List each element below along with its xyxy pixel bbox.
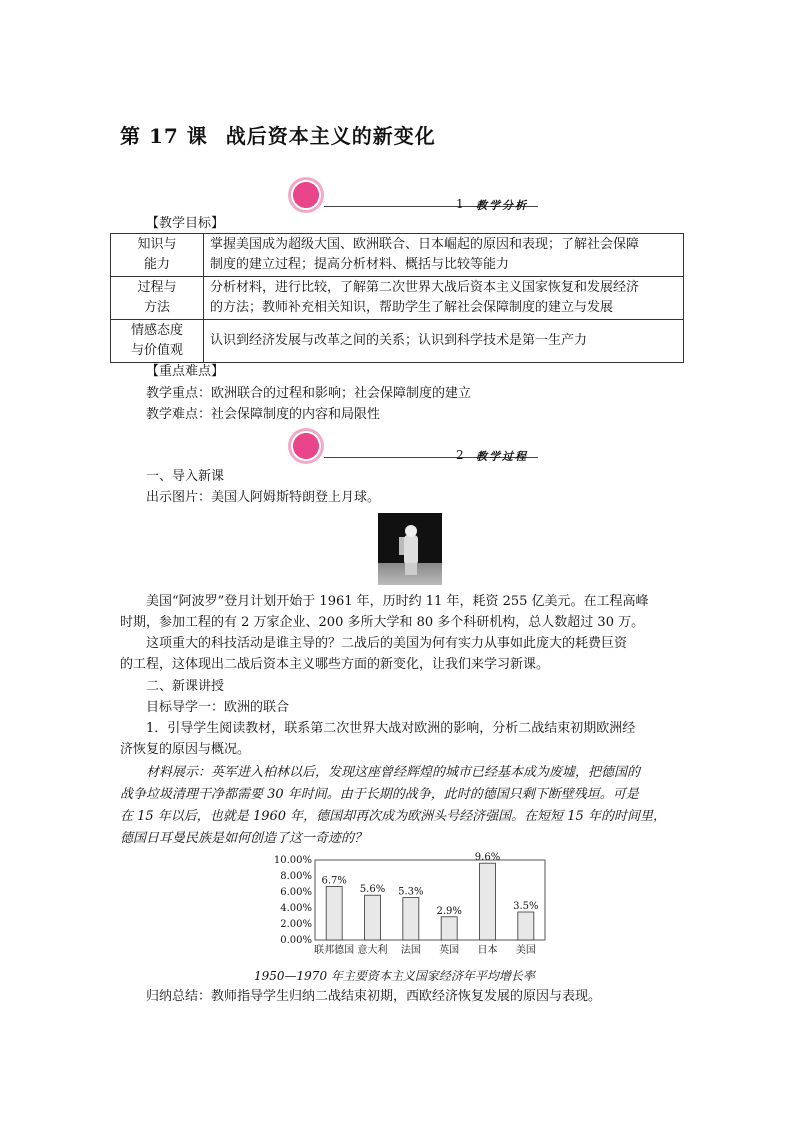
key-heading: 【重点难点】 (146, 364, 225, 379)
target-heading: 目标导学一：欧洲的联合 (146, 700, 290, 715)
table-row (111, 277, 684, 320)
goals-heading: 【教学目标】 (146, 216, 225, 231)
goal-category: 过程与 方法 (111, 277, 204, 320)
intro-show: 出示图片：美国人阿姆斯特朗登上月球。 (146, 490, 381, 505)
table-row (111, 234, 684, 277)
y-tick-label: 4.00% (280, 903, 312, 914)
data-label: 2.9% (436, 905, 462, 917)
material-text-line: 在 15 年以后，也就是 1960 年，德国却再次成为欧洲头号经济强国。在短短 15 年的时间里， (120, 809, 666, 824)
bar (403, 898, 419, 940)
x-tick-label: 联邦德国 (314, 945, 355, 956)
x-tick-label: 美国 (515, 945, 536, 956)
material-text-line: 材料展示：英军进入柏林以后，发现这座曾经辉煌的城市已经基本成为废墟，把德国的 (146, 765, 641, 780)
bar (326, 886, 342, 940)
x-tick-label: 英国 (439, 945, 460, 956)
section-header-process (288, 428, 548, 468)
table-row (111, 320, 684, 363)
lesson-name: 战后资本主义的新变化 (225, 124, 436, 148)
section-circle-icon (288, 428, 324, 464)
data-label: 5.3% (398, 886, 424, 898)
y-tick-label: 8.00% (280, 871, 312, 882)
question-text-line: 这项重大的科技活动是谁主导的？二战后的美国为何有实力从事如此庞大的耗费巨资 (146, 636, 628, 651)
y-tick-label: 10.00% (273, 855, 312, 866)
data-label: 3.5% (513, 901, 539, 912)
y-tick-label: 2.00% (280, 919, 312, 930)
material-text-line: 战争垃圾清理干净都需要 30 年时间。由于长期的战争，此时的德国只剩下断壁残垣。可是 (120, 787, 639, 802)
plot-frame (315, 860, 545, 940)
section-label: 教学过程 (476, 450, 528, 463)
difficult-point: 教学难点：社会保障制度的内容和局限性 (146, 407, 381, 422)
goals-table (110, 233, 684, 363)
intro-heading: 一、导入新课 (146, 469, 225, 484)
bar (518, 912, 534, 940)
question-text-line: 的工程，这体现出二战后资本主义哪些方面的新变化，让我们来学习新课。 (120, 657, 550, 672)
section-number: 1 (456, 197, 464, 211)
guide-text-line: 1．引导学生阅读教材，联系第二次世界大战对欧洲的影响，分析二战结束初期欧洲经 (146, 721, 636, 736)
section-circle-icon (288, 177, 324, 213)
bar (480, 863, 496, 940)
page-title (120, 120, 436, 149)
apollo-text-line: 时期，参加工程的有 2 万家企业、200 多所大学和 80 多个科研机构，总人数超过 30 万。 (120, 615, 645, 630)
new-lesson-heading: 二、新课讲授 (146, 679, 225, 694)
goal-category: 情感态度 与价值观 (111, 320, 204, 363)
summary-text: 归纳总结：教师指导学生归纳二战结束初期，西欧经济恢复发展的原因与表现。 (146, 989, 602, 1004)
y-tick-label: 6.00% (280, 887, 312, 898)
bar (441, 917, 457, 940)
data-label: 6.7% (321, 875, 347, 887)
section-header-analysis (288, 177, 548, 217)
material-text-line: 德国日耳曼民族是如何创造了这一奇迹的？ (120, 831, 368, 846)
x-tick-label: 意大利 (357, 945, 388, 956)
bar (365, 895, 381, 940)
y-tick-label: 0.00% (280, 935, 312, 946)
goal-content: 分析材料，进行比较，了解第二次世界大战后资本主义国家恢复和发展经济 的方法；教师补充相关知识，帮助学生了解社会保障制度的建立与发展 (204, 277, 684, 320)
lesson-number: 第 17 课 (120, 124, 208, 148)
section-number: 2 (456, 448, 464, 462)
goal-category: 知识与 能力 (111, 234, 204, 277)
goal-content: 掌握美国成为超级大国、欧洲联合、日本崛起的原因和表现；了解社会保障 制度的建立过程；提高分析材料、概括与比较等能力 (204, 234, 684, 277)
key-point: 教学重点：欧洲联合的过程和影响；社会保障制度的建立 (146, 386, 472, 401)
apollo-text-line: 美国“阿波罗”登月计划开始于 1961 年，历时约 11 年，耗资 255 亿美元。在工程高峰 (146, 594, 649, 609)
growth-rate-chart (270, 850, 560, 960)
guide-text-line: 济恢复的原因与概况。 (120, 742, 251, 757)
x-tick-label: 日本 (477, 945, 498, 956)
x-tick-label: 法国 (400, 945, 421, 956)
chart-title: 1950—1970 年主要资本主义国家经济年平均增长率 (254, 969, 535, 983)
section-label: 教学分析 (476, 199, 528, 212)
data-label: 9.6% (474, 852, 501, 864)
moon-landing-photo (378, 513, 442, 585)
goal-content: 认识到经济发展与改革之间的关系；认识到科学技术是第一生产力 (204, 320, 684, 363)
data-label: 5.6% (359, 884, 386, 896)
